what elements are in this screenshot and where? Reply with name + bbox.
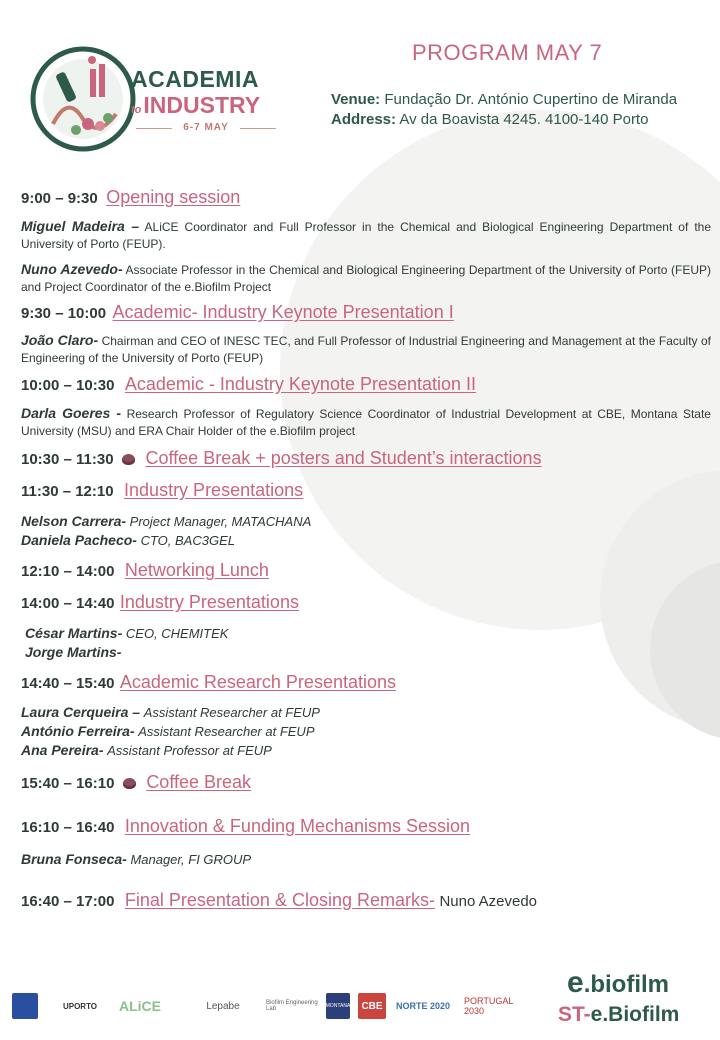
alice-logo: ALiCE: [119, 998, 161, 1014]
eu-flag-icon: [12, 993, 38, 1019]
address-label: Address:: [331, 111, 397, 128]
speaker-entry: [21, 532, 235, 549]
speaker-name: Laura Cerqueira –: [21, 704, 141, 720]
portugal2030-logo: PORTUGAL 2030: [464, 996, 514, 1016]
session-title-link[interactable]: Academic- Industry Keynote Presentation I: [112, 302, 454, 322]
session-time: 11:30 – 12:10: [21, 483, 114, 500]
ebiofilm-e: e: [567, 966, 584, 999]
session-time: 9:30 – 10:00: [21, 305, 107, 322]
logo-dates: 6-7 MAY: [136, 122, 276, 133]
speaker-entry: [21, 218, 711, 253]
uporto-logo: UPORTO: [62, 1001, 98, 1011]
speaker-role: Assistant Researcher at FEUP: [138, 724, 315, 739]
schedule-item: [21, 672, 396, 693]
session-title-link[interactable]: Coffee Break: [146, 772, 252, 792]
ebiofilm-logo: [567, 966, 669, 1000]
schedule-item: [21, 890, 537, 911]
speaker-description: Associate Professor in the Chemical and Biological Engineering Department of the University of Porto (FEUP) and Project Coordinator of the e.Biofilm Project: [21, 263, 711, 294]
ebiofilm-text: .biofilm: [583, 971, 670, 998]
speaker-name: Darla Goeres -: [21, 405, 122, 421]
speaker-name: César Martins-: [25, 625, 123, 641]
session-title-link[interactable]: Academic Research Presentations: [119, 672, 396, 692]
venue-block: [331, 90, 677, 130]
speaker-name: Nuno Azevedo-: [21, 261, 123, 277]
speaker-name: Ana Pereira-: [21, 742, 104, 758]
session-title-link[interactable]: Industry Presentations: [124, 480, 304, 500]
speaker-description: ALiCE Coordinator and Full Professor in the Chemical and Biological Engineering Department of the University of Porto (FEUP).: [21, 220, 712, 251]
schedule-item: [21, 374, 476, 395]
speaker-entry: [21, 513, 311, 530]
st-name: e.Biofilm: [590, 1003, 680, 1026]
session-time: 9:00 – 9:30: [21, 190, 98, 207]
speaker-entry: [21, 851, 251, 868]
st-prefix: ST-: [558, 1003, 591, 1026]
academia-industry-emblem-icon: [28, 44, 138, 154]
cbe-logo: CBE: [358, 993, 386, 1019]
session-time: 14:00 – 14:40: [21, 595, 115, 612]
logo-to: to: [131, 104, 142, 116]
speaker-entry: [25, 644, 121, 661]
session-time: 16:10 – 16:40: [21, 819, 115, 836]
speaker-entry: [21, 405, 711, 440]
schedule-item: [21, 448, 542, 469]
speaker-name: Jorge Martins-: [25, 644, 122, 660]
schedule-item: [21, 592, 299, 613]
speaker-name: Bruna Fonseca-: [21, 851, 127, 867]
coffee-cup-icon: [123, 778, 136, 789]
schedule-item: [21, 816, 470, 837]
speaker-role: CEO, CHEMITEK: [125, 626, 229, 641]
venue-value: Fundação Dr. António Cupertino de Miranda: [384, 91, 678, 108]
st-ebiofilm-logo: [558, 1003, 679, 1027]
speaker-description: Chairman and CEO of INESC TEC, and Full Professor of Industrial Engineering and Management at the Faculty of Engineering of the University of Porto (FEUP): [21, 334, 711, 365]
speaker-description: Research Professor of Regulatory Science Coordinator of Industrial Development at CBE, Montana State University (MSU) and ERA Chair Holder of the e.Biofilm project: [21, 407, 711, 438]
schedule-item: [21, 187, 240, 208]
session-title-link[interactable]: Coffee Break + posters and Student’s interactions: [145, 448, 542, 468]
speaker-role: Project Manager, MATACHANA: [129, 514, 312, 529]
speaker-name: Nelson Carrera-: [21, 513, 127, 529]
session-title-link[interactable]: Networking Lunch: [124, 560, 269, 580]
coffee-cup-icon: [122, 454, 135, 465]
session-title-link[interactable]: Innovation & Funding Mechanisms Session: [124, 816, 471, 836]
norte2020-logo: NORTE 2020: [395, 1001, 451, 1011]
schedule-item: [21, 302, 454, 323]
session-title-link[interactable]: Academic - Industry Keynote Presentation II: [124, 374, 477, 394]
biofilm-lab-logo: Biofilm Engineering Lab: [266, 1000, 318, 1012]
logo-industry: INDUSTRY: [143, 92, 261, 118]
session-time: 15:40 – 16:10: [21, 775, 115, 792]
speaker-name: Daniela Pacheco-: [21, 532, 137, 548]
session-time: 14:40 – 15:40: [21, 675, 115, 692]
session-title-link[interactable]: Opening session: [106, 187, 241, 207]
venue-label: Venue:: [331, 91, 381, 108]
session-time: 10:00 – 10:30: [21, 377, 115, 394]
schedule-item: [21, 480, 303, 501]
speaker-entry: [21, 742, 272, 759]
speaker-role: Assistant Professor at FEUP: [107, 743, 272, 758]
program-title: PROGRAM MAY 7: [412, 40, 603, 65]
closing-speaker: Nuno Azevedo: [439, 893, 538, 910]
logo-title-industry: [131, 92, 260, 119]
speaker-entry: [21, 704, 320, 721]
event-logo: [28, 44, 288, 154]
session-title-link[interactable]: Industry Presentations: [119, 592, 299, 612]
speaker-entry: [21, 261, 711, 296]
session-time: 12:10 – 14:00: [21, 563, 115, 580]
speaker-role: Manager, FI GROUP: [130, 852, 252, 867]
speaker-name: Miguel Madeira –: [21, 218, 140, 234]
speaker-role: Assistant Researcher at FEUP: [143, 705, 320, 720]
session-title-link[interactable]: Final Presentation & Closing Remarks-: [124, 890, 435, 910]
session-time: 16:40 – 17:00: [21, 893, 115, 910]
speaker-entry: [21, 332, 711, 367]
speaker-role: CTO, BAC3GEL: [140, 533, 235, 548]
schedule-item: [21, 560, 269, 581]
lepabe-logo: Lepabe: [206, 1000, 240, 1012]
logo-title-academia: ACADEMIA: [131, 66, 259, 92]
speaker-name: João Claro-: [21, 332, 99, 348]
montana-logo: MONTANA: [326, 993, 350, 1019]
speaker-entry: [21, 723, 315, 740]
speaker-name: António Ferreira-: [21, 723, 135, 739]
speaker-entry: [25, 625, 228, 642]
address-value: Av da Boavista 4245. 4100-140 Porto: [399, 111, 649, 128]
schedule-item: [21, 772, 251, 793]
session-time: 10:30 – 11:30: [21, 451, 114, 468]
